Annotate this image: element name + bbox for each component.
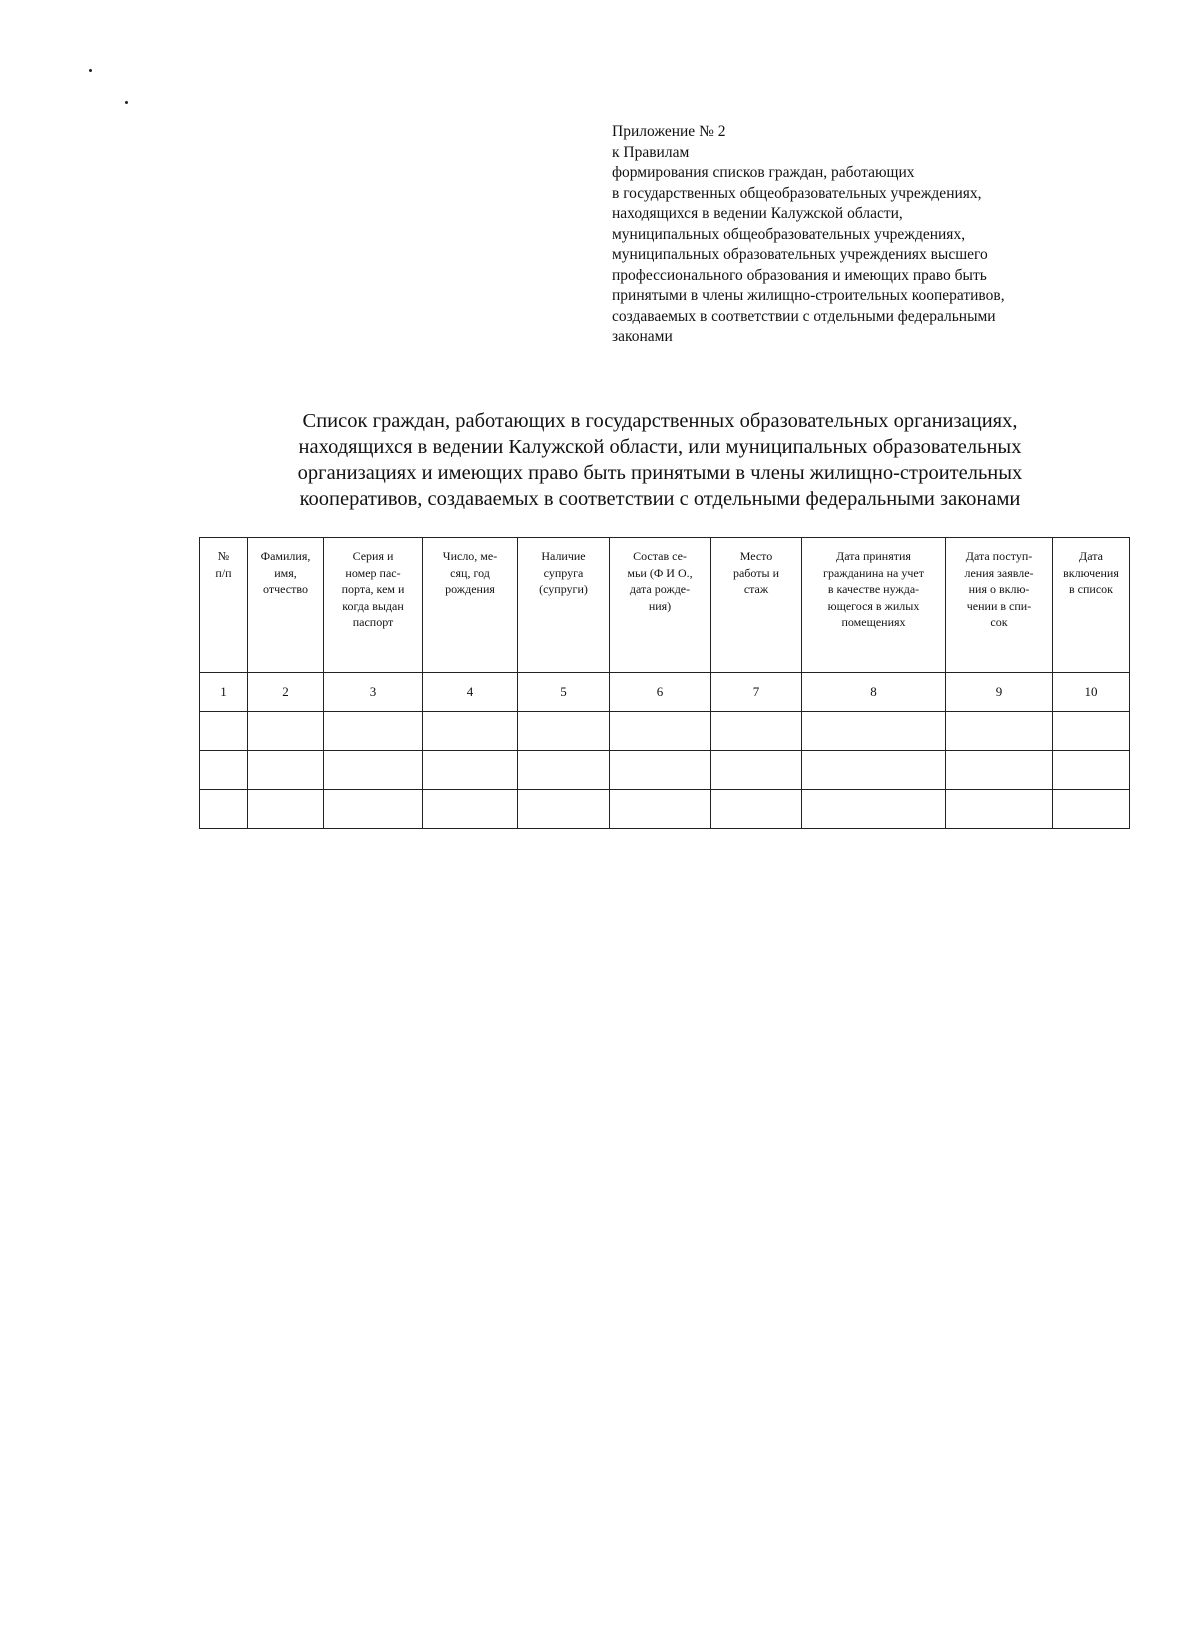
header-label: Серия и номер пас- порта, кем и когда выдан паспорт	[341, 549, 405, 629]
table-row	[200, 751, 1130, 790]
header-label: Место работы и стаж	[732, 549, 779, 596]
appendix-line: Приложение № 2	[612, 123, 726, 140]
column-number: 6	[610, 673, 711, 712]
scan-speck	[89, 69, 92, 72]
header-cell-workplace	[711, 538, 802, 673]
table-cell	[610, 712, 711, 751]
header-cell-passport	[324, 538, 423, 673]
table-cell	[518, 751, 610, 790]
table-cell	[518, 790, 610, 829]
appendix-line: принятыми в члены жилищно-строительных кооперативов,	[612, 287, 1005, 304]
table-cell	[248, 751, 324, 790]
table-cell	[802, 790, 946, 829]
table-cell	[711, 712, 802, 751]
appendix-note	[612, 122, 1132, 348]
table-cell	[711, 751, 802, 790]
appendix-line: в государственных общеобразовательных учреждениях,	[612, 184, 982, 202]
table-header-row	[200, 538, 1130, 673]
appendix-line: формирования списков граждан, работающих	[612, 164, 915, 181]
column-number: 8	[802, 673, 946, 712]
appendix-line: муниципальных образовательных учреждениях высшего	[612, 246, 988, 263]
table-row	[200, 790, 1130, 829]
column-number: 4	[423, 673, 518, 712]
table-cell	[1053, 790, 1130, 829]
header-label: Число, ме- сяц, год рождения	[442, 549, 498, 596]
table-cell	[946, 751, 1053, 790]
table-row	[200, 712, 1130, 751]
appendix-line: законами	[612, 328, 673, 345]
header-label: Состав се- мьи (Ф И О., дата рожде- ния)	[627, 549, 693, 613]
table-cell	[200, 712, 248, 751]
header-cell-number	[200, 538, 248, 673]
column-number-row	[200, 673, 1130, 712]
table-cell	[1053, 712, 1130, 751]
header-cell-birth-date	[423, 538, 518, 673]
table-cell	[324, 790, 423, 829]
table-cell	[324, 712, 423, 751]
scan-speck	[125, 101, 128, 104]
table-cell	[423, 790, 518, 829]
header-label: Фамилия, имя, отчество	[260, 549, 311, 596]
header-label: Дата принятия гражданина на учет в качестве нужда- ющегося в жилых помещениях	[823, 549, 924, 629]
header-cell-full-name	[248, 538, 324, 673]
column-number: 2	[248, 673, 324, 712]
table-cell	[610, 790, 711, 829]
table-cell	[324, 751, 423, 790]
header-cell-inclusion-date	[1053, 538, 1130, 673]
table-cell	[711, 790, 802, 829]
table-cell	[802, 712, 946, 751]
table-cell	[248, 790, 324, 829]
citizens-list-table	[199, 537, 1130, 829]
header-cell-registration-date	[802, 538, 946, 673]
title-line: находящихся в ведении Калужской области, или муниципальных образовательных	[298, 436, 1022, 458]
table-cell	[423, 712, 518, 751]
column-number: 7	[711, 673, 802, 712]
header-label: Дата поступ- ления заявле- ния о вклю- чении в спи- сок	[964, 549, 1034, 629]
table-cell	[200, 790, 248, 829]
table-cell	[610, 751, 711, 790]
table-cell	[1053, 751, 1130, 790]
appendix-line: муниципальных общеобразовательных учреждениях,	[612, 225, 966, 243]
column-number: 5	[518, 673, 610, 712]
document-title	[200, 408, 1120, 512]
table-cell	[946, 712, 1053, 751]
table-cell	[423, 751, 518, 790]
column-number: 10	[1053, 673, 1130, 712]
table-cell	[518, 712, 610, 751]
header-cell-spouse	[518, 538, 610, 673]
appendix-line: находящихся в ведении Калужской области,	[612, 205, 903, 222]
header-label: Дата включения в список	[1063, 549, 1119, 596]
header-cell-family	[610, 538, 711, 673]
appendix-line: создаваемых в соответствии с отдельными федеральными	[612, 307, 996, 325]
table-cell	[200, 751, 248, 790]
title-line: кооперативов, создаваемых в соответствии с отдельными федеральными законами	[299, 488, 1021, 510]
column-number: 9	[946, 673, 1053, 712]
appendix-line: к Правилам	[612, 143, 690, 161]
table-cell	[802, 751, 946, 790]
title-line: организациях и имеющих право быть принятыми в члены жилищно-строительных	[297, 462, 1023, 484]
table-cell	[946, 790, 1053, 829]
header-label: № п/п	[215, 549, 232, 580]
appendix-line: профессионального образования и имеющих право быть	[612, 266, 987, 284]
title-line: Список граждан, работающих в государственных образовательных организациях,	[302, 410, 1018, 432]
header-cell-application-date	[946, 538, 1053, 673]
column-number: 3	[324, 673, 423, 712]
table-cell	[248, 712, 324, 751]
header-label: Наличие супруга (супруги)	[539, 549, 588, 596]
column-number: 1	[200, 673, 248, 712]
